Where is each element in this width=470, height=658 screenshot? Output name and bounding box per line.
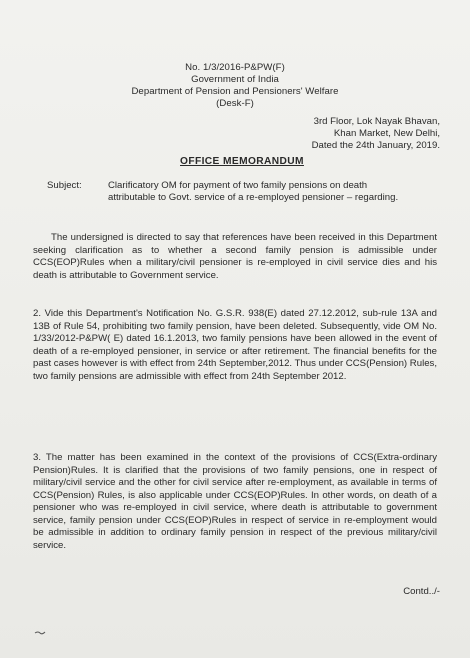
address-line-1: 3rd Floor, Lok Nayak Bhavan, bbox=[313, 116, 440, 127]
subject-text: Clarificatory OM for payment of two family pensions on death attributable to Govt. service of a re-employed pensioner – regarding. bbox=[108, 180, 399, 203]
paragraph-2: 2. Vide this Department's Notification No. G.S.R. 938(E) dated 27.12.2012, sub-rule 13A and 13B of Rule 54, prohibiting two family pension, have been deleted. Subsequently, vide OM No. 1/33/2012-P&PW( E) dated 16.1.2013, two family pensions have been allowed in the event of death of a re-employed pensioner, in service or after retirement. The financial benefits for the past cases however is with effect from 24th September,2012. Thus under CCS(Pension) Rules, two family pensions are admissible with effect from 24th September 2012. bbox=[33, 308, 437, 382]
date-line: Dated the 24th January, 2019. bbox=[311, 140, 440, 151]
desk-line: (Desk-F) bbox=[216, 98, 254, 109]
pen-mark-icon bbox=[34, 630, 46, 635]
address-line-2: Khan Market, New Delhi, bbox=[333, 128, 440, 139]
reference-number: No. 1/3/2016-P&PW(F) bbox=[185, 62, 285, 73]
government-line: Government of India bbox=[191, 74, 279, 85]
department-line: Department of Pension and Pensioners' Welfare bbox=[131, 86, 339, 97]
paragraph-1: The undersigned is directed to say that references have been received in this Department seeking clarification as to whether a second family pension is admissible under CCS(EOP)Rules when a military/civil pensioner is re-employed in civil service dies and his death is attributable to Government service. bbox=[33, 232, 437, 281]
paragraph-3: 3. The matter has been examined in the context of the provisions of CCS(Extra-ordinary Pension)Rules. It is clarified that the provisions of two family pensions, one in respect of military/civil service and the other for civil service after re-employment, as available in terms of CCS(Pension) Rules, is also applicable under CCS(EOP)Rules. In other words, on death of a pensioner who was re-employed in civil service, where death is attributable to government service, family pension under CCS(EOP)Rules in respect of service in re-employment would be admissible in addition to ordinary family pension in respect of the previous military/civil service. bbox=[33, 452, 437, 551]
memorandum-title: OFFICE MEMORANDUM bbox=[180, 156, 304, 167]
continued-note: Contd../- bbox=[403, 586, 440, 597]
subject-label: Subject: bbox=[47, 180, 82, 191]
